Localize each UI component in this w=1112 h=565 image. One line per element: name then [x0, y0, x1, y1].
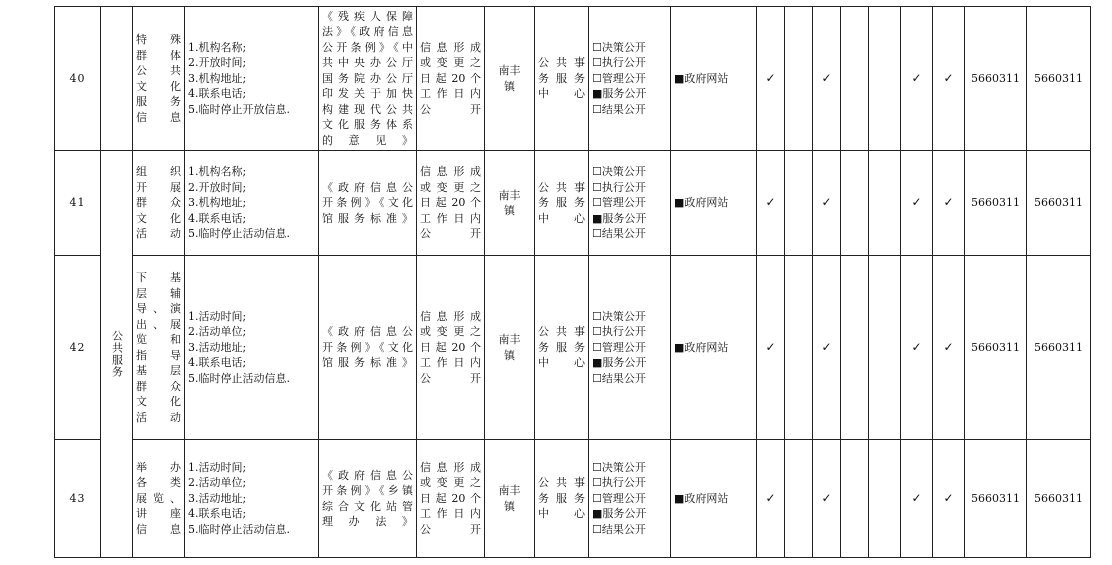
content-line: 3.机构地址; — [188, 196, 247, 210]
disclosure-option — [592, 71, 667, 87]
item-name-line: 举 办 — [136, 460, 181, 474]
checked-box-icon: ■ — [674, 71, 685, 85]
content-line: 2.活动单位; — [188, 325, 247, 339]
time-line: 信息形成 — [420, 309, 481, 323]
basis-line: 开条例》《乡镇 — [322, 484, 413, 497]
item-name-line: 组 织 — [136, 165, 181, 179]
channel-line: 中心 — [538, 507, 585, 521]
item-name-line: 群 众 — [136, 196, 181, 210]
disclosure-option-label: 管理公开 — [601, 491, 646, 505]
item-name — [133, 440, 185, 558]
subject-line: 镇 — [504, 79, 515, 93]
unchecked-box-icon: ☐ — [592, 102, 602, 116]
check-mark-icon: ✓ — [901, 151, 933, 256]
row-number: 41 — [55, 151, 101, 256]
basis-line: 开条例》《文化 — [322, 196, 413, 210]
basis-line: 《政府信息公 — [322, 180, 413, 194]
empty-mark-cell — [785, 151, 813, 256]
checked-box-icon: ■ — [592, 211, 603, 225]
time-line: 日起20个 — [420, 340, 481, 354]
disclosure-content — [185, 151, 319, 256]
disclosure-channel — [535, 256, 589, 440]
time-line: 工作日内 — [420, 507, 481, 521]
disclosure-channel — [535, 151, 589, 256]
row-number: 42 — [55, 256, 101, 440]
checked-box-icon: ■ — [674, 491, 685, 505]
empty-mark-cell — [841, 256, 869, 440]
disclosure-type — [589, 151, 671, 256]
checked-box-icon: ■ — [674, 340, 685, 354]
disclosure-option-label: 管理公开 — [601, 196, 646, 210]
unchecked-box-icon: ☐ — [592, 371, 602, 385]
empty-mark-cell — [785, 440, 813, 558]
disclosure-option — [592, 195, 667, 211]
time-line: 日起20个 — [420, 71, 481, 85]
channel-line: 务服务 — [538, 340, 585, 354]
time-line: 或变更之 — [420, 56, 481, 70]
disclosure-option — [592, 491, 667, 507]
item-name-line: 出、展 — [136, 317, 181, 331]
channel-line: 务服务 — [538, 196, 585, 210]
basis-line: 公开条例》《中 — [322, 40, 413, 54]
time-line: 公开 — [420, 227, 481, 241]
checked-box-icon: ■ — [674, 196, 685, 210]
disclosure-type — [589, 440, 671, 558]
item-name-line: 群 体 — [136, 48, 181, 62]
disclosure-option-label: 执行公开 — [601, 476, 646, 490]
basis-line: 《残疾人保障 — [322, 9, 413, 23]
disclosure-option-label: 服务公开 — [602, 211, 647, 225]
empty-mark-cell — [841, 151, 869, 256]
empty-mark-cell — [841, 440, 869, 558]
content-line: 1.活动时间; — [188, 309, 247, 323]
disclosure-time — [417, 151, 485, 256]
disclosure-option-label: 服务公开 — [602, 507, 647, 521]
time-line: 公开 — [420, 522, 481, 536]
disclosure-option — [592, 164, 667, 180]
disclosure-option — [592, 86, 667, 102]
check-mark-icon: ✓ — [933, 440, 965, 558]
item-name-line: 各 类 — [136, 476, 181, 490]
disclosure-option-label: 执行公开 — [601, 325, 646, 339]
unchecked-box-icon: ☐ — [592, 227, 602, 241]
publish-channel — [671, 440, 757, 558]
disclosure-option-label: 服务公开 — [602, 356, 647, 370]
basis-line: 《政府信息公 — [322, 468, 413, 482]
channel-line: 公共事 — [538, 476, 585, 490]
unchecked-box-icon: ☐ — [592, 196, 602, 210]
unchecked-box-icon: ☐ — [592, 476, 602, 490]
time-line: 公开 — [420, 102, 481, 116]
category-label: 公共服务 — [110, 330, 124, 378]
channel-line: 务服务 — [538, 491, 585, 505]
disclosure-time — [417, 440, 485, 558]
empty-mark-cell — [869, 7, 901, 151]
disclosure-option — [592, 226, 667, 242]
empty-mark-cell — [841, 7, 869, 151]
time-line: 信息形成 — [420, 460, 481, 474]
basis-line: 共中央办公厅 — [322, 56, 413, 70]
item-name-line: 文 化 — [136, 79, 181, 93]
empty-mark-cell — [869, 256, 901, 440]
time-line: 信息形成 — [420, 165, 481, 179]
check-mark-icon: ✓ — [757, 7, 785, 151]
contact-phone: 5660311 — [965, 440, 1027, 558]
item-name-line: 文 化 — [136, 211, 181, 225]
disclosure-option — [592, 211, 667, 227]
content-line: 5.临时停止活动信息. — [188, 227, 290, 241]
subject-line: 镇 — [504, 348, 515, 362]
disclosure-option-label: 服务公开 — [602, 87, 647, 101]
content-line: 4.联系电话; — [188, 507, 247, 521]
website-label: 政府网站 — [684, 71, 729, 85]
supervision-phone: 5660311 — [1027, 7, 1091, 151]
item-name-line: 展览、 — [136, 491, 181, 505]
basis-line: 文化服务体系 — [322, 118, 413, 132]
disclosure-option — [592, 324, 667, 340]
disclosure-option-label: 执行公开 — [601, 180, 646, 194]
disclosure-option — [592, 55, 667, 71]
time-line: 日起20个 — [420, 196, 481, 210]
empty-mark-cell — [785, 256, 813, 440]
disclosure-option — [592, 522, 667, 538]
table-row — [55, 256, 1091, 440]
unchecked-box-icon: ☐ — [592, 325, 602, 339]
disclosure-option-label: 结果公开 — [601, 102, 646, 116]
check-mark-icon: ✓ — [813, 7, 841, 151]
channel-line: 中心 — [538, 211, 585, 225]
legal-basis — [319, 7, 417, 151]
unchecked-box-icon: ☐ — [592, 309, 602, 323]
content-line: 5.临时停止活动信息. — [188, 522, 290, 536]
item-name-line: 览 和 — [136, 333, 181, 346]
content-line: 1.活动时间; — [188, 460, 247, 474]
check-mark-icon: ✓ — [933, 151, 965, 256]
disclosure-option-label: 决策公开 — [601, 309, 646, 323]
category-cell-blank — [101, 7, 133, 151]
website-label: 政府网站 — [684, 196, 729, 210]
check-mark-icon: ✓ — [757, 440, 785, 558]
channel-line: 公共事 — [538, 325, 585, 339]
checked-box-icon: ■ — [592, 507, 603, 521]
basis-line: 综合文化站管 — [322, 499, 413, 513]
item-name-line: 指 导 — [136, 348, 181, 362]
unchecked-box-icon: ☐ — [592, 180, 602, 194]
disclosure-type — [589, 7, 671, 151]
item-name-line: 信息 — [136, 522, 181, 536]
disclosure-option — [592, 180, 667, 196]
empty-mark-cell — [869, 151, 901, 256]
content-line: 3.活动地址; — [188, 491, 247, 505]
item-name-line: 活动 — [136, 410, 181, 424]
channel-line: 公共事 — [538, 56, 585, 70]
disclosure-option — [592, 355, 667, 371]
item-name — [133, 256, 185, 440]
check-mark-icon: ✓ — [813, 151, 841, 256]
item-name-line: 导、演 — [136, 302, 181, 315]
basis-line: 国务院办公厅 — [322, 71, 413, 85]
basis-line: 法》《政府信息 — [322, 25, 413, 39]
item-name-line: 群 众 — [136, 379, 181, 393]
table-row — [55, 151, 1091, 256]
subject-line: 镇 — [504, 499, 515, 513]
table-row — [55, 440, 1091, 558]
legal-basis — [319, 151, 417, 256]
item-name-line: 层 辅 — [136, 286, 181, 300]
basis-line: 印发关于加快 — [322, 87, 413, 101]
item-name — [133, 7, 185, 151]
subject-line: 镇 — [504, 204, 515, 217]
time-line: 或变更之 — [420, 476, 481, 490]
unchecked-box-icon: ☐ — [592, 491, 602, 505]
content-line: 1.机构名称; — [188, 165, 247, 179]
unchecked-box-icon: ☐ — [592, 71, 602, 85]
disclosure-option — [592, 309, 667, 325]
empty-mark-cell — [869, 440, 901, 558]
item-name-line: 讲 座 — [136, 507, 181, 521]
empty-mark-cell — [785, 7, 813, 151]
channel-line: 中心 — [538, 356, 585, 370]
time-line: 工作日内 — [420, 211, 481, 225]
basis-line: 《政府信息公 — [322, 325, 413, 339]
item-name-line: 开 展 — [136, 180, 181, 194]
time-line: 或变更之 — [420, 325, 481, 339]
contact-phone: 5660311 — [965, 256, 1027, 440]
publish-channel — [671, 7, 757, 151]
disclosure-table — [54, 6, 1091, 558]
check-mark-icon: ✓ — [901, 256, 933, 440]
disclosure-type — [589, 256, 671, 440]
checked-box-icon: ■ — [592, 87, 603, 101]
disclosure-option — [592, 475, 667, 491]
supervision-phone: 5660311 — [1027, 151, 1091, 256]
check-mark-icon: ✓ — [813, 256, 841, 440]
content-line: 2.开放时间; — [188, 180, 247, 194]
basis-line: 开条例》《文化 — [322, 340, 413, 354]
disclosure-channel — [535, 7, 589, 151]
item-name — [133, 151, 185, 256]
time-line: 信息形成 — [420, 40, 481, 54]
unchecked-box-icon: ☐ — [592, 340, 602, 354]
unchecked-box-icon: ☐ — [592, 165, 602, 179]
website-label: 政府网站 — [684, 491, 729, 505]
disclosure-option-label: 决策公开 — [601, 165, 646, 179]
basis-line: 馆服务标准》 — [322, 211, 413, 225]
disclosure-content — [185, 440, 319, 558]
disclosure-option — [592, 506, 667, 522]
item-name-line: 特 殊 — [136, 33, 181, 46]
publish-channel — [671, 256, 757, 440]
unchecked-box-icon: ☐ — [592, 40, 602, 54]
supervision-phone: 5660311 — [1027, 440, 1091, 558]
disclosure-option-label: 结果公开 — [601, 522, 646, 536]
content-line: 4.联系电话; — [188, 211, 247, 225]
time-line: 工作日内 — [420, 356, 481, 370]
check-mark-icon: ✓ — [901, 7, 933, 151]
subject-line: 南丰 — [498, 484, 521, 497]
legal-basis — [319, 256, 417, 440]
subject-line: 南丰 — [498, 188, 521, 202]
disclosure-option-label: 管理公开 — [601, 71, 646, 85]
category-cell — [101, 151, 133, 558]
website-label: 政府网站 — [684, 340, 729, 354]
disclosure-content — [185, 7, 319, 151]
table-row — [55, 7, 1091, 151]
item-name-line: 文 化 — [136, 395, 181, 408]
content-line: 1.机构名称; — [188, 40, 247, 54]
disclosure-option — [592, 340, 667, 356]
time-line: 工作日内 — [420, 87, 481, 101]
check-mark-icon: ✓ — [813, 440, 841, 558]
row-number: 40 — [55, 7, 101, 151]
disclosure-subject — [485, 440, 535, 558]
disclosure-option-label: 管理公开 — [601, 340, 646, 354]
time-line: 公开 — [420, 371, 481, 385]
item-name-line: 基 层 — [136, 364, 181, 377]
item-name-line: 信息 — [136, 110, 181, 124]
supervision-phone: 5660311 — [1027, 256, 1091, 440]
disclosure-subject — [485, 256, 535, 440]
basis-line: 的意见》 — [322, 133, 413, 147]
time-line: 或变更之 — [420, 180, 481, 194]
content-line: 3.活动地址; — [188, 340, 247, 354]
item-name-line: 公 共 — [136, 64, 181, 77]
disclosure-option — [592, 40, 667, 56]
check-mark-icon: ✓ — [757, 151, 785, 256]
channel-line: 务服务 — [538, 71, 585, 85]
disclosure-option — [592, 460, 667, 476]
item-name-line: 下 基 — [136, 271, 181, 284]
disclosure-option-label: 结果公开 — [601, 227, 646, 241]
item-name-line: 服 务 — [136, 95, 181, 108]
disclosure-content — [185, 256, 319, 440]
content-line: 5.临时停止开放信息. — [188, 102, 290, 116]
unchecked-box-icon: ☐ — [592, 460, 602, 474]
check-mark-icon: ✓ — [933, 7, 965, 151]
legal-basis — [319, 440, 417, 558]
basis-line: 馆服务标准》 — [322, 356, 413, 370]
check-mark-icon: ✓ — [757, 256, 785, 440]
disclosure-option — [592, 102, 667, 118]
contact-phone: 5660311 — [965, 7, 1027, 151]
disclosure-option — [592, 371, 667, 387]
unchecked-box-icon: ☐ — [592, 56, 602, 70]
checked-box-icon: ■ — [592, 356, 603, 370]
disclosure-option-label: 执行公开 — [601, 56, 646, 70]
disclosure-subject — [485, 7, 535, 151]
subject-line: 南丰 — [498, 64, 521, 77]
disclosure-time — [417, 7, 485, 151]
disclosure-option-label: 结果公开 — [601, 371, 646, 385]
item-name-line: 活动 — [136, 227, 181, 241]
disclosure-option-label: 决策公开 — [601, 40, 646, 54]
publish-channel — [671, 151, 757, 256]
unchecked-box-icon: ☐ — [592, 522, 602, 536]
check-mark-icon: ✓ — [933, 256, 965, 440]
content-line: 2.开放时间; — [188, 56, 247, 70]
content-line: 3.机构地址; — [188, 71, 247, 85]
contact-phone: 5660311 — [965, 151, 1027, 256]
content-line: 4.联系电话; — [188, 87, 247, 101]
check-mark-icon: ✓ — [901, 440, 933, 558]
subject-line: 南丰 — [498, 333, 521, 346]
channel-line: 中心 — [538, 87, 585, 101]
content-line: 5.临时停止活动信息. — [188, 371, 290, 385]
disclosure-subject — [485, 151, 535, 256]
content-line: 4.联系电话; — [188, 356, 247, 370]
disclosure-option-label: 决策公开 — [601, 460, 646, 474]
channel-line: 公共事 — [538, 180, 585, 194]
content-line: 2.活动单位; — [188, 476, 247, 490]
disclosure-time — [417, 256, 485, 440]
row-number: 43 — [55, 440, 101, 558]
basis-line: 理办法》 — [322, 515, 413, 528]
basis-line: 构建现代公共 — [322, 102, 413, 116]
time-line: 日起20个 — [420, 491, 481, 505]
disclosure-channel — [535, 440, 589, 558]
